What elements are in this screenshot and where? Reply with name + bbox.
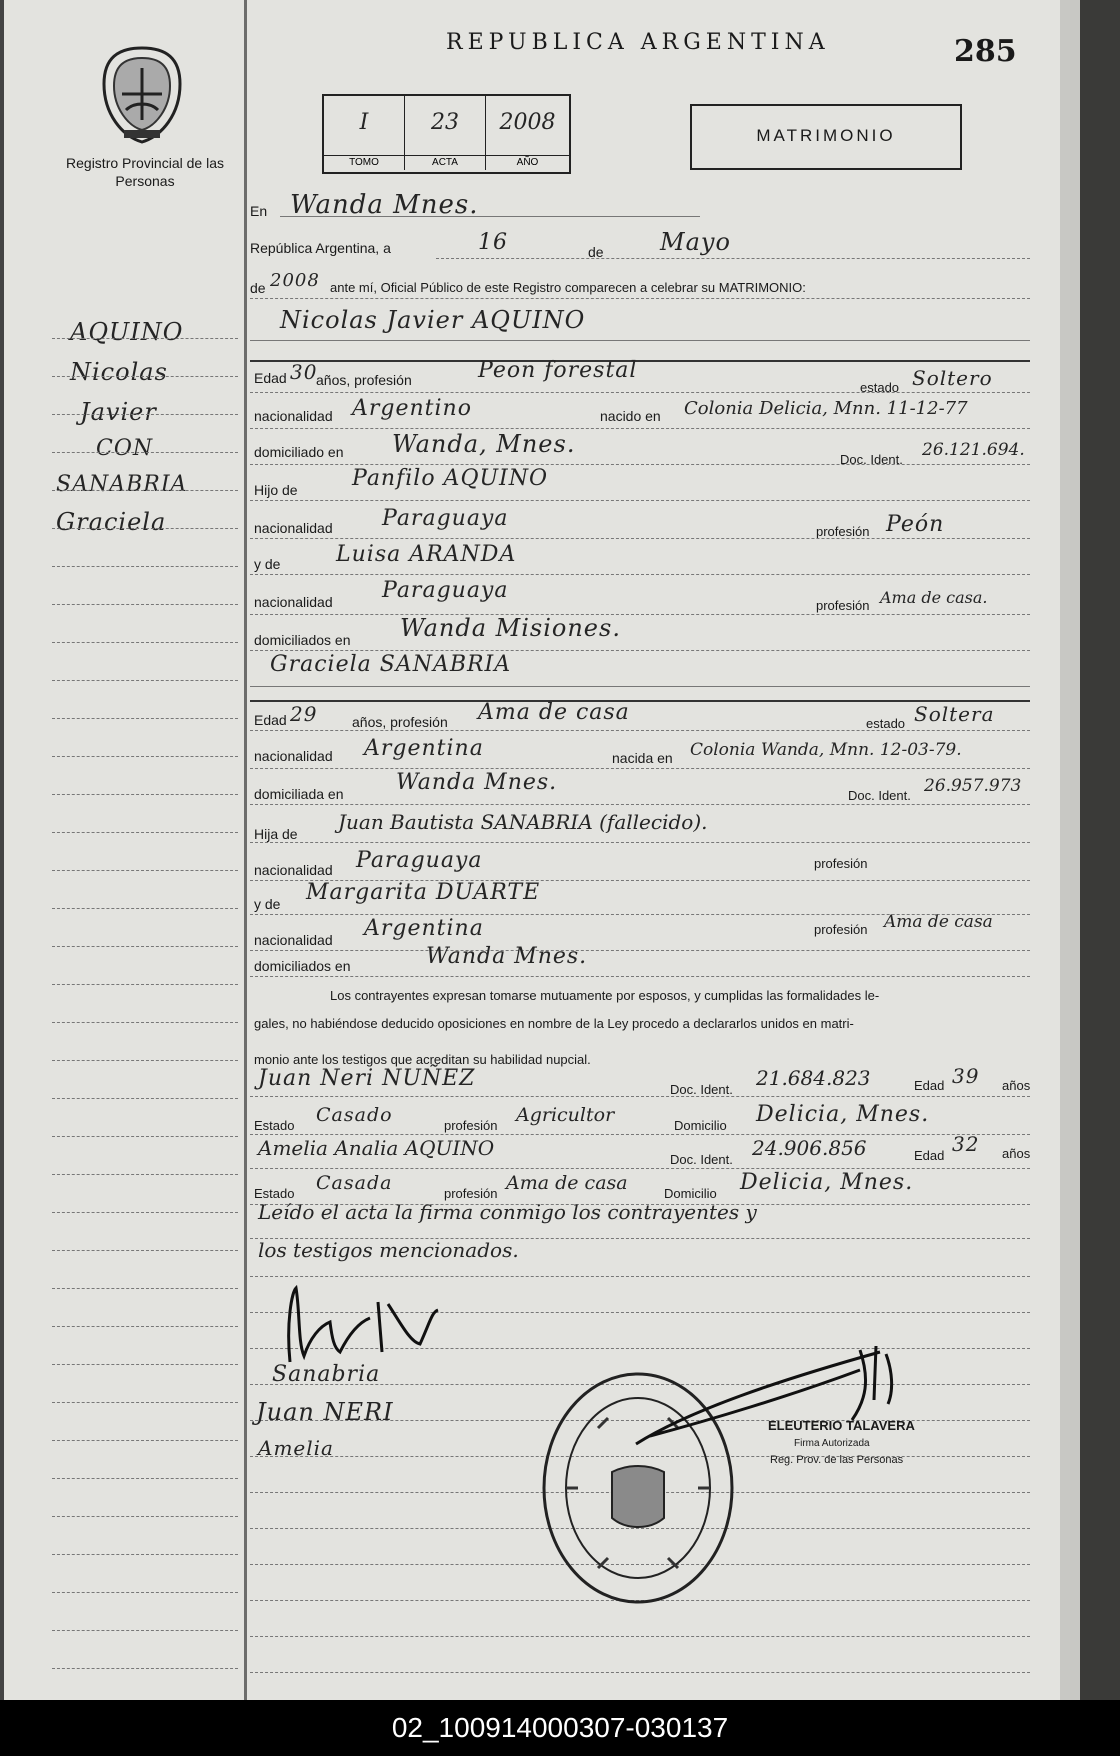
tomo-value: I [359, 110, 369, 135]
bride-mother-prof-label: profesión [814, 922, 868, 937]
groom-profession: Peon forestal [478, 358, 638, 383]
acta-value: 23 [431, 110, 459, 135]
witness-2-doc: 24.906.856 [752, 1136, 867, 1160]
groom-nationality: Argentino [352, 396, 472, 421]
tomo-label: TOMO [324, 155, 404, 168]
bride-domicile: Wanda Mnes. [396, 770, 558, 795]
anio-cell [486, 96, 569, 170]
day-value: 16 [478, 230, 508, 255]
groom-status-label: estado [860, 380, 900, 395]
groom-mother: Luisa ARANDA [336, 542, 517, 567]
witness-1-years-label: años [1002, 1078, 1031, 1093]
groom-status: Soltero [912, 366, 993, 390]
year-value: 2008 [270, 270, 320, 291]
declaration-line-3: monio ante los testigos que acreditan su habilidad nupcial. [254, 1052, 591, 1067]
place-value: Wanda Mnes. [290, 190, 479, 220]
groom-birthplace: Colonia Delicia, Mnn. 11-12-77 [684, 398, 968, 419]
witness-2-prof-label: profesión [444, 1186, 498, 1201]
groom-domicile: Wanda, Mnes. [392, 430, 576, 458]
bride-mother-nationality: Argentina [364, 916, 484, 941]
witness-2-doc-label: Doc. Ident. [670, 1152, 733, 1167]
witness-2-status-label: Estado [254, 1186, 295, 1201]
bride-mother-profession: Ama de casa [884, 912, 993, 932]
record-type: MATRIMONIO [756, 126, 896, 145]
ante-text: ante mí, Oficial Público de este Registro comparecen a celebrar su MATRIMONIO: [330, 280, 806, 295]
margin-name-3: Javier [80, 398, 157, 426]
tomo-cell [324, 96, 405, 170]
bride-age: 29 [290, 702, 318, 726]
anio-label: AÑO [486, 155, 569, 168]
declaration-line-1: Los contrayentes expresan tomarse mutuamente por esposos, y cumplidas las formalidades le- [330, 988, 880, 1003]
record-number-box [322, 94, 571, 174]
signature-bride: Sanabria [272, 1362, 381, 1387]
witness-1-doc-label: Doc. Ident. [670, 1082, 733, 1097]
record-type-box [690, 104, 962, 170]
witness-1-status-label: Estado [254, 1118, 295, 1133]
witness-2-domicile: Delicia, Mnes. [740, 1170, 914, 1195]
bride-father: Juan Bautista SANABRIA (fallecido). [338, 810, 708, 834]
witness-2-status: Casada [316, 1172, 393, 1194]
bride-parents-dom-label: domiciliados en [254, 958, 351, 974]
bride-doc-label: Doc. Ident. [848, 788, 911, 803]
bride-birthplace: Colonia Wanda, Mnn. 12-03-79. [690, 740, 962, 760]
groom-nat-label: nacionalidad [254, 408, 333, 424]
acta-label: ACTA [405, 155, 485, 168]
groom-age-label: Edad [254, 370, 287, 386]
signature-witness-2: Amelia [258, 1436, 334, 1460]
bride-mother: Margarita DUARTE [306, 880, 541, 905]
groom-signature-icon [270, 1282, 450, 1372]
bride-dom-label: domiciliada en [254, 786, 344, 802]
republica-label: República Argentina, a [250, 240, 391, 256]
page-fold [244, 0, 247, 1700]
bride-status-label: estado [866, 716, 906, 731]
groom-son-label: Hijo de [254, 482, 298, 498]
bride-parents-domicile: Wanda Mnes. [426, 944, 588, 969]
bride-profession: Ama de casa [478, 700, 630, 725]
groom-father-profession: Peón [886, 512, 945, 537]
groom-age: 30 [290, 360, 318, 384]
groom-father-nat-label: nacionalidad [254, 520, 333, 536]
groom-parents-dom-label: domiciliados en [254, 632, 351, 648]
witness-1-dom-label: Domicilio [674, 1118, 727, 1133]
witness-2-name: Amelia Analia AQUINO [258, 1136, 495, 1160]
witness-1-age-label: Edad [914, 1078, 945, 1093]
groom-parents-domicile: Wanda Misiones. [400, 614, 621, 642]
groom-born-label: nacido en [600, 408, 661, 424]
witness-1-prof-label: profesión [444, 1118, 498, 1133]
bride-father-nationality: Paraguaya [356, 848, 483, 873]
en-label: En [250, 203, 268, 219]
groom-dom-label: domiciliado en [254, 444, 344, 460]
anio-value: 2008 [499, 110, 556, 135]
groom-mother-profession: Ama de casa. [880, 588, 988, 607]
margin-name-5: SANABRIA [56, 472, 188, 497]
witness-1-domicile: Delicia, Mnes. [756, 1102, 930, 1127]
witness-1-status: Casado [316, 1104, 393, 1126]
official-signature-icon [630, 1340, 910, 1450]
country-title: REPUBLICA ARGENTINA [446, 30, 830, 55]
witness-2-dom-label: Domicilio [664, 1186, 717, 1201]
bride-mother-label: y de [254, 896, 281, 912]
official-name: ELEUTERIO TALAVERA [768, 1418, 915, 1433]
scan-id-footer: 02_100914000307-030137 [391, 1712, 729, 1743]
bride-daughter-label: Hija de [254, 826, 298, 842]
witness-2-age: 32 [952, 1132, 980, 1156]
bride-status: Soltera [914, 702, 995, 726]
witness-1-doc: 21.684.823 [756, 1066, 871, 1090]
bride-profession-label: años, profesión [352, 714, 448, 730]
declaration-line-2: gales, no habiéndose deducido oposiciones en nombre de la Ley procedo a declararlos unidos en matri- [254, 1016, 854, 1031]
bride-father-nat-label: nacionalidad [254, 862, 333, 878]
provincial-seal-icon [96, 44, 188, 146]
official-title: Firma Autorizada [794, 1438, 870, 1449]
margin-name-1: AQUINO [70, 318, 184, 346]
groom-name: Nicolas Javier AQUINO [280, 306, 586, 334]
month-value: Mayo [660, 228, 731, 256]
de2-label: de [250, 280, 266, 296]
witness-1-profession: Agricultor [516, 1104, 615, 1126]
groom-doc: 26.121.694. [922, 440, 1025, 460]
groom-mother-nationality: Paraguaya [382, 578, 509, 603]
groom-father-prof-label: profesión [816, 524, 870, 539]
witness-2-profession: Ama de casa [506, 1172, 628, 1194]
de-label: de [588, 244, 604, 260]
groom-father: Panfilo AQUINO [352, 466, 548, 491]
bride-nationality: Argentina [364, 736, 484, 761]
groom-mother-prof-label: profesión [816, 598, 870, 613]
acta-cell [405, 96, 486, 170]
bride-nat-label: nacionalidad [254, 748, 333, 764]
bride-mother-nat-label: nacionalidad [254, 932, 333, 948]
groom-father-nationality: Paraguaya [382, 506, 509, 531]
margin-name-6: Graciela [56, 508, 167, 536]
official-office: Reg. Prov. de las Personas [770, 1454, 904, 1466]
closing-line-2: los testigos mencionados. [258, 1238, 519, 1262]
closing-line-1: Leído el acta la firma conmigo los contrayentes y [258, 1200, 757, 1224]
margin-name-2: Nicolas [70, 358, 168, 386]
bride-born-label: nacida en [612, 750, 673, 766]
witness-1-age: 39 [952, 1064, 980, 1088]
signature-witness-1: Juan NERI [256, 1398, 394, 1426]
margin-name-4: CON [96, 436, 154, 461]
groom-mother-nat-label: nacionalidad [254, 594, 333, 610]
bride-name: Graciela SANABRIA [270, 652, 512, 677]
groom-doc-label: Doc. Ident. [840, 452, 903, 467]
witness-2-age-label: Edad [914, 1148, 945, 1163]
groom-mother-label: y de [254, 556, 281, 572]
registry-name: Registro Provincial de las Personas [66, 155, 224, 189]
witness-1-name: Juan Neri NUÑEZ [258, 1066, 476, 1091]
page-number: 285 [954, 34, 1017, 69]
bride-doc: 26.957.973 [924, 776, 1022, 796]
witness-2-years-label: años [1002, 1146, 1031, 1161]
bride-age-label: Edad [254, 712, 287, 728]
bride-father-prof-label: profesión [814, 856, 868, 871]
groom-profession-label: años, profesión [316, 372, 412, 388]
